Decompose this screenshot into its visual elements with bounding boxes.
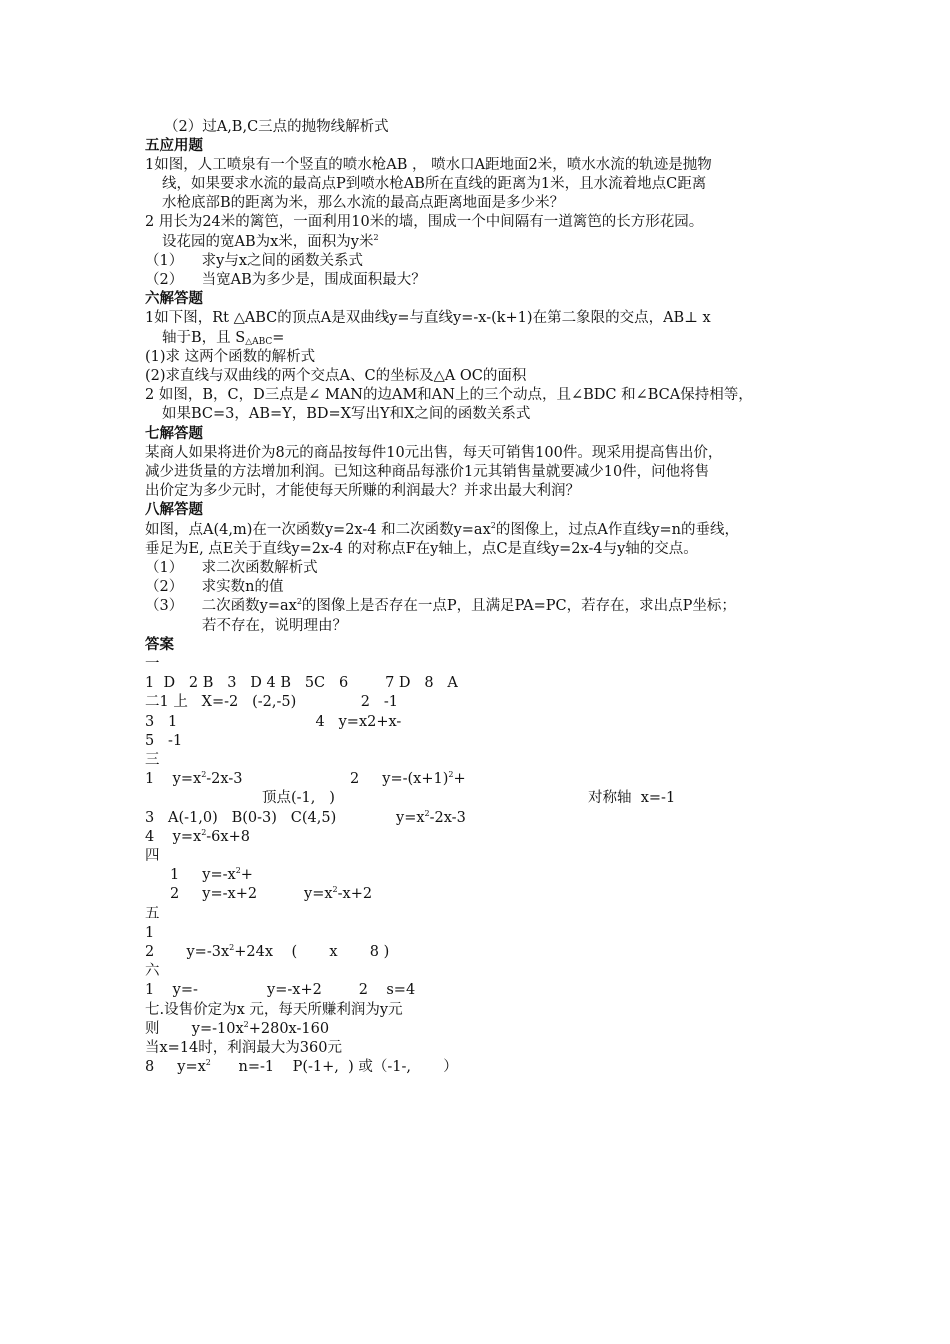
answers-five-line2: 2 $y=-3x^2+24x$ ( x 8 ) bbox=[145, 943, 390, 960]
s6-q2-line2: 如果BC=3，AB=Y，BD=X写出Y和X之间的函数关系式 bbox=[162, 406, 531, 422]
section7-heading: 七解答题 bbox=[145, 426, 203, 442]
answers-three-line4: 4 $y=x^2-6x+8$ bbox=[145, 828, 250, 845]
answers-three-line1b: 2 $y=-(x+1)^2+$ bbox=[350, 770, 466, 787]
answers-five-line1: 1 bbox=[145, 925, 155, 941]
answers-heading: 答案 bbox=[145, 637, 174, 653]
s7-line1: 某商人如果将进价为8元的商品按每件10元出售，每天可销售100件。现采用提高售出价， bbox=[145, 445, 723, 461]
s8-line2: 垂足为E, 点E关于直线y=2x-4 的对称点F在y轴上，点C是直线y=2x-4与y轴的交点。 bbox=[145, 541, 698, 557]
answers-seven-line2: 则 $y=-10x^2+280x-160$ bbox=[145, 1020, 330, 1037]
section5-heading: 五应用题 bbox=[145, 138, 203, 154]
s6-q1-part1: (1)求 这两个函数的解析式 bbox=[145, 349, 316, 365]
answers-one-line1: 1 D 2 B 3 D 4 B 5C 6 7 D 8 A bbox=[145, 675, 458, 691]
s6-q1-line1: 1如下图，Rt △ABC的顶点A是双曲线y=与直线y=-x-(k+1)在第二象限的交点，AB⊥ x bbox=[145, 310, 711, 326]
s6-q1-line2: 轴于B，且 $S_{\triangle ABC}=$ bbox=[162, 330, 285, 347]
s6-q2-line1: 2 如图，B，C，D三点是∠ MAN的边AM和AN上的三个动点，且∠BDC 和∠BCA保持相等， bbox=[145, 387, 753, 403]
s5-q1-line1: 1如图，人工喷泉有一个竖直的喷水枪AB ， 喷水口A距地面2米，喷水水流的轨迹是抛物 bbox=[145, 157, 712, 173]
s8-part3: （3） 二次函数$y=ax^2$的图像上是否存在一点P，且满足PA=PC，若存在，求出点P坐标； bbox=[145, 597, 736, 614]
answers-three-vertex: 顶点(-1, ) bbox=[262, 790, 335, 806]
answers-four-line2a: 2 y=-x+2 bbox=[170, 886, 258, 902]
s5-q2-part2: （2） 当宽AB为多少是，围成面积最大？ bbox=[145, 272, 426, 288]
answers-four-label: 四 bbox=[145, 848, 160, 864]
answers-three-line3a: 3 A(-1,0) B(0-3) C(4,5) bbox=[145, 810, 337, 826]
answers-three-label: 三 bbox=[145, 752, 160, 768]
section8-heading: 八解答题 bbox=[145, 502, 203, 518]
answers-two-line2: 3 1 4 y=x2+x- bbox=[145, 714, 402, 730]
answers-seven-line1: 七.设售价定为x 元，每天所赚利润为y元 bbox=[145, 1002, 403, 1018]
q4-part2: （2）过A,B,C三点的抛物线解析式 bbox=[164, 119, 389, 135]
s8-line1: 如图，点A(4,m)在一次函数y=2x-4 和二次函数$y=ax^2$的图像上，过点A作直线y=n的垂线， bbox=[145, 521, 740, 538]
s8-part2: （2） 求实数n的值 bbox=[145, 579, 284, 595]
section6-heading: 六解答题 bbox=[145, 291, 203, 307]
answers-two-line1: 二1 上 X=-2 (-2,-5) 2 -1 bbox=[145, 694, 398, 710]
answers-eight-line1: 8 $y=x^2$ n=-1 P(-1+, ) 或（-1-, ） bbox=[145, 1058, 458, 1075]
s7-line3: 出价定为多少元时，才能使每天所赚的利润最大？并求出最大利润？ bbox=[145, 483, 580, 499]
answers-four-line2b: $y=x^2-x+2$ bbox=[304, 885, 373, 902]
s5-q1-line2: 线，如果要求水流的最高点P到喷水枪AB所在直线的距离为1米，且水流着地点C距离 bbox=[162, 176, 707, 192]
answers-two-line3: 5 -1 bbox=[145, 733, 183, 749]
s8-part1: （1） 求二次函数解析式 bbox=[145, 560, 318, 576]
answers-three-axis: 对称轴 x=-1 bbox=[588, 790, 676, 806]
answers-three-line1a: 1 $y=x^2-2x-3$ bbox=[145, 770, 243, 787]
s5-q2-line1: 2 用长为24米的篱笆，一面利用10米的墙，围成一个中间隔有一道篱笆的长方形花园。 bbox=[145, 214, 704, 230]
answers-six-line1: 1 y=- y=-x+2 2 s=4 bbox=[145, 982, 416, 998]
answers-seven-line3: 当x=14时，利润最大为360元 bbox=[145, 1040, 342, 1056]
answers-four-line1: 1 $y=-x^2+$ bbox=[170, 866, 253, 883]
answers-six-label: 六 bbox=[145, 963, 160, 979]
answers-three-line3b: $y=x^2-2x-3$ bbox=[396, 809, 466, 826]
answers-one-label: 一 bbox=[145, 656, 160, 672]
s7-line2: 减少进货量的方法增加利润。已知这种商品每涨价1元其销售量就要减少10件，问他将售 bbox=[145, 464, 710, 480]
s6-q1-part2: (2)求直线与双曲线的两个交点A、C的坐标及△A OC的面积 bbox=[145, 368, 527, 384]
s5-q2-line2: 设花园的宽AB为x米，面积为y米$^2$ bbox=[162, 233, 379, 250]
answers-five-label: 五 bbox=[145, 906, 160, 922]
s8-part3-line2: 若不存在，说明理由？ bbox=[202, 618, 347, 634]
s5-q2-part1: （1） 求y与x之间的函数关系式 bbox=[145, 253, 364, 269]
s5-q1-line3: 水枪底部B的距离为米，那么水流的最高点距离地面是多少米？ bbox=[162, 195, 565, 211]
